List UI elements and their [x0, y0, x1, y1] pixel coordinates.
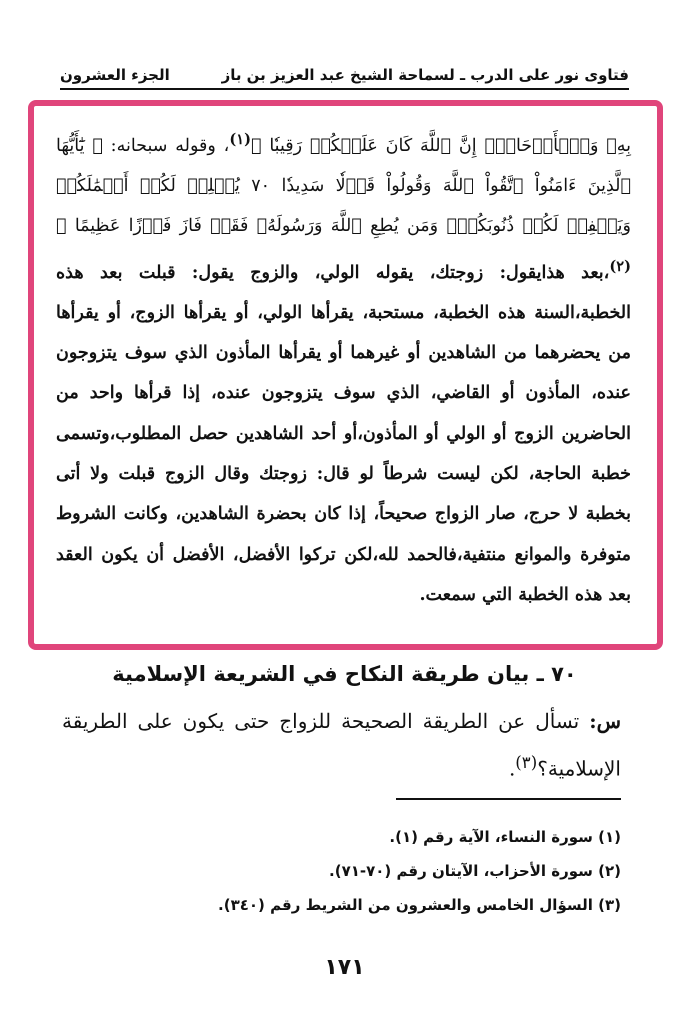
quran-verse-2: ، وقوله سبحانه: ﴿ يَٰٓأَيُّهَا ٱلَّذِينَ ءَامَنُواْ ٱتَّقُواْ ٱللَّهَ وَقُولُواْ قَوۡلٗا سَدِيدٗا ٧٠ يُصۡلِحۡ لَكُمۡ أَعۡمَٰلَكُمۡ وَيَغۡفِرۡ لَكُمۡ ذُنُوبَكُمۡۗ وَمَن يُطِعِ ٱللَّهَ وَرَسُولَهُۥ فَقَدۡ فَازَ فَوۡزًا عَظِيمًا ﴾ [56, 135, 631, 237]
footnote-2: (٢) سورة الأحزاب، الآيتان رقم (٧٠-٧١). [329, 862, 621, 880]
footnote-3: (٣) السؤال الخامس والعشرون من الشريط رقم (٣٤٠). [218, 896, 621, 914]
question-label: س: [589, 709, 621, 733]
running-header [60, 60, 629, 90]
footnote-ref-2: (٢) [609, 257, 631, 275]
page-number: ١٧١ [324, 955, 365, 980]
footnote-divider [396, 798, 621, 800]
answer-text: ،بعد هذايقول: زوجتك، يقوله الولي، والزوج يقول: قبلت بعد هذه الخطبة،السنة هذه الخطبة، مستحبة، يقرأها الولي، أو يقرأها الزوج، أو يقرأها من يحضرهما من الشاهدين أو غيرهما أو يقرأها المأذون الذي سوف يتزوجون عنده، المأذون أو القاضي، الذي سوف يتزوجون عنده، إذا قرأها واحد من الحاضرين الزوج أو الولي أو المأذون،أو أحد الشاهدين حصل المطلوب،وتسمى خطبة الحاجة، لكن ليست شرطاً لو قال: زوجتك وقال الزوج قبلت ولا أتى بخطبة لا حرج، صار الزواج صحيحاً، إذا كان بحضرة الشاهدين، وكانت الشروط متوفرة والموانع منتفية،فالحمد لله،لكن تركوا الأفضل، الأفضل أن يكون العقد بعد هذه الخطبة التي سمعت. [56, 262, 631, 605]
footnote-1: (١) سورة النساء، الآية رقم (١). [389, 828, 621, 846]
volume-label: الجزء العشرون [60, 66, 170, 84]
question-paragraph: س: تسأل عن الطريقة الصحيحة للزواج حتى يكون على الطريقة الإسلامية؟$^{(٣)}$. [62, 709, 621, 781]
footnote-ref-1: (١) [229, 131, 251, 148]
book-title: فتاوى نور على الدرب ـ لسماحة الشيخ عبد العزيز بن باز [221, 66, 629, 84]
highlighted-passage [28, 100, 663, 650]
section-title: ٧٠ ـ بيان طريقة النكاح في الشريعة الإسلامية [112, 662, 577, 686]
footnotes [60, 820, 621, 922]
quran-verse-1: بِهِۦ وَٱلۡأَرۡحَامَۚ إِنَّ ٱللَّهَ كَانَ عَلَيۡكُمۡ رَقِيبٗا ﴾ [250, 135, 631, 156]
footnote-ref-3: (٣) [515, 753, 538, 772]
passage-text [56, 120, 631, 615]
question-text: تسأل عن الطريقة الصحيحة للزواج حتى يكون على الطريقة الإسلامية؟ [62, 709, 621, 781]
